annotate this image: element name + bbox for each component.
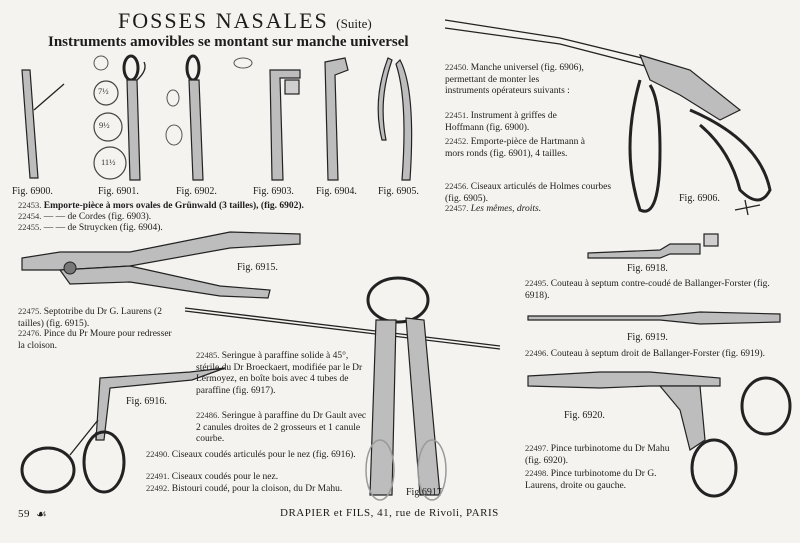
fig-6919-knife (528, 312, 780, 324)
fig-label-6900: Fig. 6900. (12, 186, 53, 197)
entry-22452: 22452. Emporte-pièce de Hartmann à mors ronds (fig. 6901), 4 tailles. (445, 136, 585, 159)
fig-6901-instrument (124, 56, 145, 180)
page-number: 59 (18, 508, 30, 520)
fig-label-6917: Fig.6917 (406, 487, 442, 498)
entry-22476: 22476. Pince du Pr Moure pour redresser la cloison. (18, 328, 172, 351)
fig-label-6920: Fig. 6920. (564, 410, 605, 421)
page-subtitle: Instruments amovibles se montant sur manche universel (48, 34, 409, 50)
fig-label-6904: Fig. 6904. (316, 186, 357, 197)
entry-22454: 22454. — — de Cordes (fig. 6903). (18, 211, 152, 222)
entry-22491: 22491. Ciseaux coudés pour le nez. (146, 471, 279, 482)
fig-label-6901: Fig. 6901. (98, 186, 139, 197)
fig-label-6915: Fig. 6915. (237, 262, 278, 273)
fig-6903-instrument (270, 70, 300, 180)
fig-6902-instrument (166, 56, 252, 180)
entry-22485: 22485. Seringue à paraffine solide à 45°, stérile du Dr Broeckaert, modifiée par le Dr Lermoyez, en boîte bois avec 4 tubes de paraffine (fig. 6917). (196, 350, 363, 396)
fig-6918-knife (588, 234, 718, 258)
title-suffix: (Suite) (336, 16, 372, 31)
page-title (118, 8, 372, 34)
fig-label-6916: Fig. 6916. (126, 396, 167, 407)
entry-22456: 22456. Ciseaux articulés de Holmes courbes (fig. 6905). (445, 181, 612, 204)
printer-mark-icon: ☙ (36, 507, 47, 521)
entry-22475: 22475. Septotribe du Dr G. Laurens (2 tailles) (fig. 6915). (18, 306, 162, 329)
size-label: 11½ (101, 157, 116, 167)
entry-22492: 22492. Bistouri coudé, pour la cloison, du Dr Mahu. (146, 483, 343, 494)
entry-22450: 22450. Manche universel (fig. 6906), permettant de monter les instruments opérateurs suivants : (445, 62, 584, 96)
entry-22497: 22497. Pince turbinotome du Dr Mahu (fig. 6920). (525, 443, 670, 466)
size-label: 9½ (99, 120, 110, 130)
fig-label-6903: Fig. 6903. (253, 186, 294, 197)
entry-22490: 22490. Ciseaux coudés articulés pour le nez (fig. 6916). (146, 449, 356, 460)
fig-label-6919: Fig. 6919. (627, 332, 668, 343)
entry-22486: 22486. Seringue à paraffine du Dr Gault avec 2 canules droites de 2 grosseurs et 1 canule courbe. (196, 410, 367, 444)
publisher-line: DRAPIER et FILS, 41, rue de Rivoli, PARIS (280, 507, 499, 519)
title-text: FOSSES NASALES (118, 8, 329, 33)
entry-22498: 22498. Pince turbinotome du Dr G. Laurens, droite ou gauche. (525, 468, 657, 491)
size-label: 7½ (98, 86, 109, 96)
entry-22453: 22453. Emporte-pièce à mors ovales de Grünwald (3 tailles), (fig. 6902). (18, 200, 304, 211)
entry-22457: 22457. Les mêmes, droits. (445, 203, 542, 214)
fig-label-6906: Fig. 6906. (679, 193, 720, 204)
fig-6905-instrument (378, 58, 411, 180)
entry-22495: 22495. Couteau à septum contre-coudé de Ballanger-Forster (fig. 6918). (525, 278, 770, 301)
entry-22496: 22496. Couteau à septum droit de Ballanger-Forster (fig. 6919). (525, 348, 766, 359)
entry-22455: 22455. — — de Struycken (fig. 6904). (18, 222, 163, 233)
entry-22451: 22451. Instrument à griffes de Hoffmann (fig. 6900). (445, 110, 557, 133)
fig-label-6918: Fig. 6918. (627, 263, 668, 274)
fig-label-6902: Fig. 6902. (176, 186, 217, 197)
fig-label-6905: Fig. 6905. (378, 186, 419, 197)
fig-6900-instrument (22, 70, 64, 178)
fig-6904-instrument (325, 58, 348, 180)
